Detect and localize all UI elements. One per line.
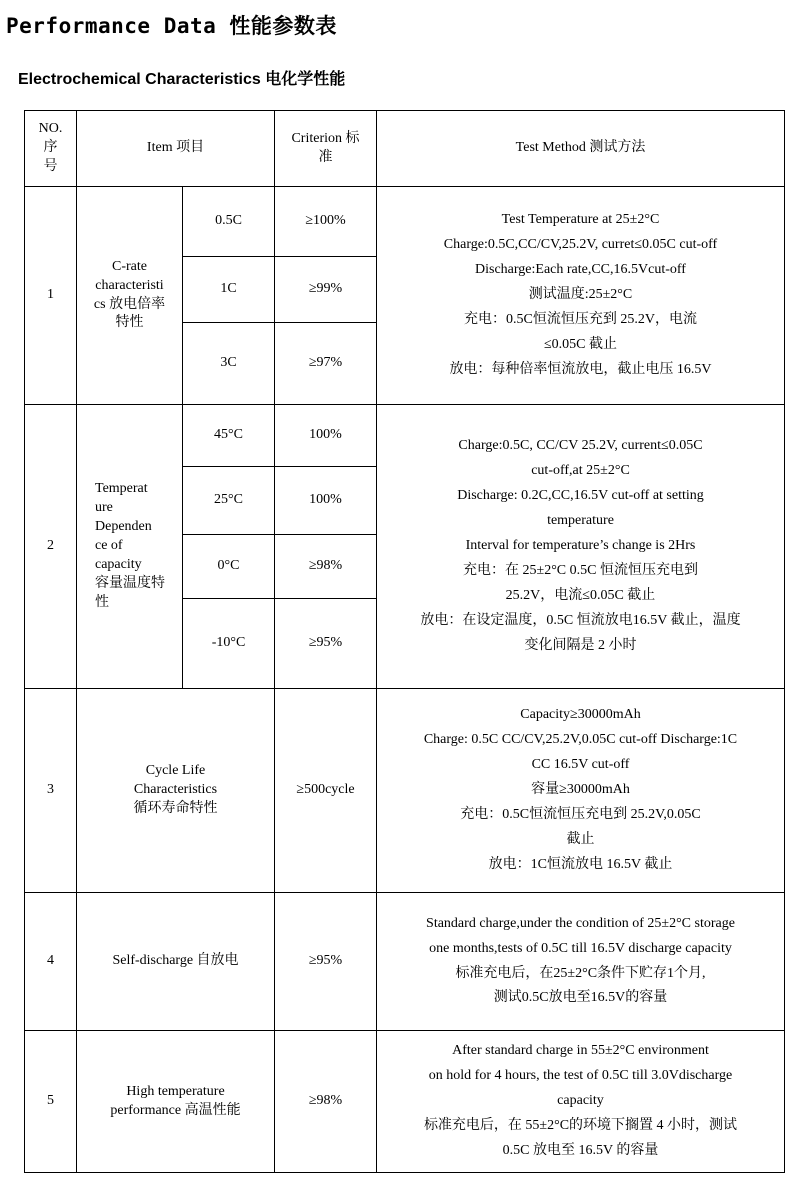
method-cell: [377, 689, 785, 893]
item-line: 容量温度特: [95, 575, 165, 591]
header-method: Test Method 测试方法: [377, 111, 785, 187]
item-line: ce of: [95, 538, 123, 554]
method-line: capacity: [557, 1093, 604, 1109]
item-line: 性: [95, 594, 109, 610]
criterion-cell: ≥95%: [275, 599, 377, 689]
method-line: 变化间隔是 2 小时: [524, 637, 637, 653]
header-item: Item 项目: [77, 111, 275, 187]
method-line: Discharge: 0.2C,CC,16.5V cut-off at setting: [457, 488, 704, 504]
performance-table: [24, 110, 785, 1173]
header-criterion: [275, 111, 377, 187]
method-line: 标准充电后，在 55±2°C的环境下搁置 4 小时，测试: [423, 1117, 738, 1133]
header-criterion-line: 准: [318, 149, 333, 165]
method-line: Discharge:Each rate,CC,16.5Vcut-off: [475, 262, 686, 278]
header-criterion-line: Criterion 标: [291, 130, 360, 146]
row-number: 2: [25, 405, 77, 689]
item-line: capacity: [95, 556, 142, 572]
method-cell: [377, 405, 785, 689]
item-cell: [77, 689, 275, 893]
method-cell: [377, 1031, 785, 1173]
method-line: After standard charge in 55±2°C environment: [452, 1043, 709, 1059]
method-cell: [377, 893, 785, 1031]
item-line: 特性: [115, 315, 144, 331]
method-line: on hold for 4 hours, the test of 0.5C till 3.0Vdischarge: [428, 1068, 733, 1084]
criterion-cell: ≥99%: [275, 257, 377, 323]
method-line: Charge:0.5C,CC/CV,25.2V, curret≤0.05C cut-off: [443, 237, 718, 253]
condition-cell: 3C: [183, 323, 275, 405]
method-line: 放电：每种倍率恒流放电，截止电压 16.5V: [449, 361, 712, 377]
condition-cell: 0°C: [183, 535, 275, 599]
header-no: [25, 111, 77, 187]
item-cell: [77, 1031, 275, 1173]
method-line: 充电：0.5C恒流恒压充电到 25.2V,0.05C: [460, 806, 701, 822]
condition-cell: 0.5C: [183, 187, 275, 257]
item-cell: [77, 405, 183, 689]
criterion-cell: ≥98%: [275, 535, 377, 599]
criterion-cell: ≥97%: [275, 323, 377, 405]
method-line: Test Temperature at 25±2°C: [501, 212, 660, 228]
method-line: cut-off,at 25±2°C: [531, 463, 630, 479]
method-line: 0.5C 放电至 16.5V 的容量: [502, 1142, 659, 1158]
method-line: Capacity≥30000mAh: [520, 707, 641, 723]
item-line: characteristi: [95, 277, 164, 293]
method-cell: [377, 187, 785, 405]
row-number: 5: [25, 1031, 77, 1173]
row-number: 4: [25, 893, 77, 1031]
method-line: Interval for temperature’s change is 2Hrs: [465, 538, 696, 554]
item-line: Temperat: [95, 481, 148, 497]
condition-cell: 1C: [183, 257, 275, 323]
criterion-cell: ≥95%: [275, 893, 377, 1031]
method-line: one months,tests of 0.5C till 16.5V discharge capacity: [429, 940, 732, 956]
method-line: 容量≥30000mAh: [531, 782, 630, 798]
method-line: CC 16.5V cut-off: [531, 757, 630, 773]
item-line: performance 高温性能: [110, 1102, 241, 1118]
table-row: [25, 893, 785, 1031]
item-cell: Self-discharge 自放电: [77, 893, 275, 1031]
item-line: Characteristics: [133, 782, 218, 798]
method-line: Charge: 0.5C CC/CV,25.2V,0.05C cut-off Discharge:1C: [423, 732, 738, 748]
item-line: cs 放电倍率: [93, 296, 166, 312]
table-row: [25, 1031, 785, 1173]
condition-cell: 45°C: [183, 405, 275, 467]
item-line: Cycle Life: [145, 763, 206, 779]
table-row: [25, 405, 785, 467]
item-line: C-rate: [112, 258, 147, 274]
header-no-line: 号: [43, 158, 58, 174]
table-row: [25, 689, 785, 893]
item-line: ure: [95, 500, 113, 516]
method-line: temperature: [547, 513, 614, 529]
criterion-cell: ≥500cycle: [275, 689, 377, 893]
method-line: 测试温度:25±2°C: [528, 287, 633, 303]
method-line: 截止: [566, 831, 595, 847]
header-no-line: 序: [43, 140, 58, 156]
section-title: Electrochemical Characteristics 电化学性能: [18, 71, 346, 88]
criterion-cell: ≥98%: [275, 1031, 377, 1173]
condition-cell: 25°C: [183, 467, 275, 535]
criterion-cell: 100%: [275, 467, 377, 535]
page-title: Performance Data 性能参数表: [6, 14, 337, 38]
criterion-cell: 100%: [275, 405, 377, 467]
method-line: Charge:0.5C, CC/CV 25.2V, current≤0.05C: [458, 438, 703, 454]
method-line: 25.2V，电流≤0.05C 截止: [505, 587, 656, 603]
method-line: 充电：在 25±2°C 0.5C 恒流恒压充电到: [463, 562, 698, 578]
method-line: 标准充电后，在25±2°C条件下贮存1个月,: [455, 965, 706, 981]
method-line: 放电：1C恒流放电 16.5V 截止: [488, 856, 673, 872]
condition-cell: -10°C: [183, 599, 275, 689]
row-number: 3: [25, 689, 77, 893]
item-line: 循环寿命特性: [133, 800, 218, 816]
method-line: 测试0.5C放电至16.5V的容量: [493, 990, 668, 1006]
method-line: 放电：在设定温度，0.5C 恒流放电16.5V 截止，温度: [420, 612, 741, 628]
row-number: 1: [25, 187, 77, 405]
method-line: 充电：0.5C恒流恒压充到 25.2V，电流: [464, 311, 697, 327]
header-no-line: NO.: [38, 121, 63, 137]
item-line: Dependen: [95, 519, 152, 535]
item-line: High temperature: [126, 1083, 225, 1099]
method-line: ≤0.05C 截止: [543, 336, 618, 352]
table-row: [25, 187, 785, 257]
table-header-row: [25, 111, 785, 187]
criterion-cell: ≥100%: [275, 187, 377, 257]
item-cell: [77, 187, 183, 405]
method-line: Standard charge,under the condition of 25±2°C storage: [426, 915, 735, 931]
